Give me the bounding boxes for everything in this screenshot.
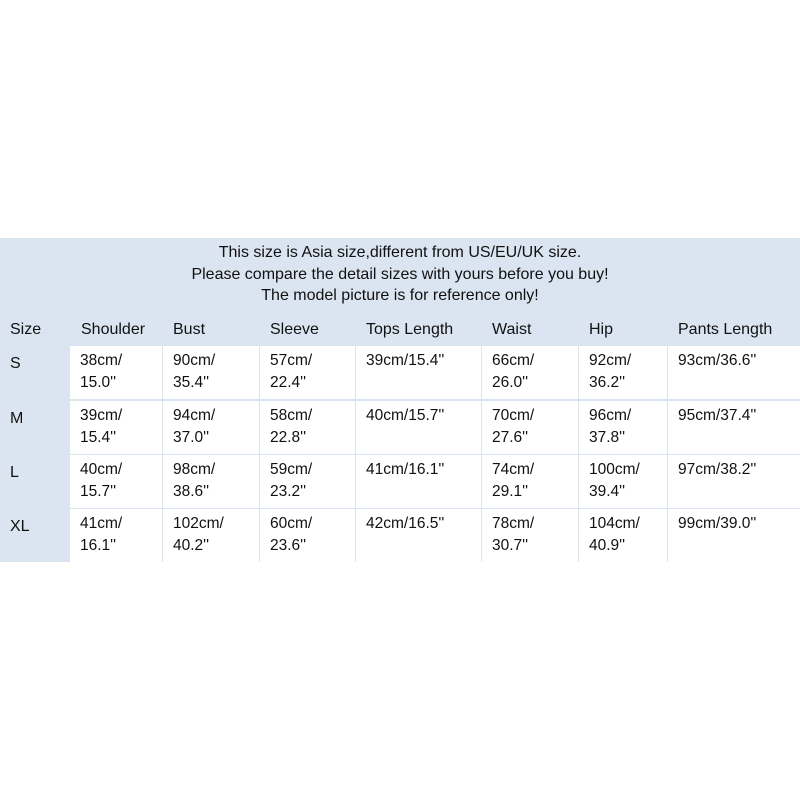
- column-header-size: Size: [10, 321, 42, 338]
- notice-line-asia-size: This size is Asia size,different from US/EU/UK size.: [218, 244, 582, 261]
- cell-line: 40.2'': [173, 536, 210, 554]
- cell-m-sleeve: [260, 401, 355, 454]
- cell-line: 70cm/: [492, 407, 535, 424]
- cell-xl-pants-length: [668, 509, 800, 562]
- cell-line: 38.6'': [173, 482, 210, 500]
- cell-l-hip: [579, 455, 667, 508]
- column-header-waist: Waist: [492, 321, 532, 338]
- cell-l-waist: [482, 455, 578, 508]
- cell-xl-hip: [579, 509, 667, 562]
- cell-s-hip: [579, 346, 667, 399]
- cell-line: 39.4'': [589, 482, 626, 500]
- cell-line: 40.9'': [589, 536, 626, 554]
- cell-line: 30.7'': [492, 536, 529, 554]
- cell-xl-sleeve: [260, 509, 355, 562]
- cell-line: 36.2'': [589, 373, 626, 391]
- cell-line: 102cm/: [173, 515, 224, 532]
- column-header-pants-length: Pants Length: [678, 321, 773, 338]
- cell-line: 93cm/36.6'': [678, 352, 757, 369]
- cell-line: 66cm/: [492, 352, 535, 369]
- cell-line: 29.1'': [492, 482, 529, 500]
- cell-l-tops-length: [356, 455, 481, 508]
- cell-line: 35.4'': [173, 373, 210, 391]
- cell-xl-waist: [482, 509, 578, 562]
- cell-line: 23.2'': [270, 482, 307, 500]
- cell-s-shoulder: [70, 346, 162, 399]
- cell-xl-bust: [163, 509, 259, 562]
- cell-s-bust: [163, 346, 259, 399]
- notice-line-reference: The model picture is for reference only!: [261, 287, 539, 304]
- cell-m-hip: [579, 401, 667, 454]
- notice-line-compare: Please compare the detail sizes with yours before you buy!: [191, 265, 609, 283]
- cell-line: 90cm/: [173, 352, 216, 369]
- cell-l-sleeve: [260, 455, 355, 508]
- cell-line: 60cm/: [270, 515, 313, 532]
- size-label-l: L: [10, 464, 19, 481]
- cell-line: 23.6'': [270, 536, 307, 554]
- column-header-hip: Hip: [589, 321, 614, 338]
- cell-line: 15.4'': [80, 428, 117, 446]
- cell-line: 15.7'': [80, 482, 117, 500]
- size-label-m: M: [10, 410, 24, 427]
- cell-line: 39cm/: [80, 407, 123, 424]
- cell-l-pants-length: [668, 455, 800, 508]
- cell-m-bust: [163, 401, 259, 454]
- size-label-xl: XL: [10, 518, 30, 535]
- cell-xl-shoulder: [70, 509, 162, 562]
- cell-m-tops-length: [356, 401, 481, 454]
- cell-line: 39cm/15.4'': [366, 352, 445, 369]
- column-header-tops-length: Tops Length: [366, 321, 454, 338]
- cell-line: 41cm/16.1'': [366, 461, 445, 478]
- cell-line: 37.8'': [589, 428, 626, 446]
- cell-line: 41cm/: [80, 515, 123, 532]
- column-header-shoulder: Shoulder: [81, 321, 146, 338]
- cell-line: 37.0'': [173, 428, 210, 446]
- cell-l-bust: [163, 455, 259, 508]
- cell-line: 22.4'': [270, 373, 307, 391]
- column-header-bust: Bust: [173, 321, 206, 338]
- cell-line: 96cm/: [589, 407, 632, 424]
- cell-m-pants-length: [668, 401, 800, 454]
- cell-line: 26.0'': [492, 373, 529, 391]
- cell-line: 95cm/37.4'': [678, 407, 757, 424]
- cell-m-shoulder: [70, 401, 162, 454]
- cell-s-pants-length: [668, 346, 800, 399]
- size-notice: [0, 242, 800, 307]
- cell-s-waist: [482, 346, 578, 399]
- cell-line: 74cm/: [492, 461, 535, 478]
- cell-line: 40cm/15.7'': [366, 407, 445, 424]
- cell-line: 57cm/: [270, 352, 313, 369]
- cell-line: 40cm/: [80, 461, 123, 478]
- cell-line: 92cm/: [589, 352, 632, 369]
- cell-line: 15.0'': [80, 373, 117, 391]
- cell-line: 97cm/38.2'': [678, 461, 757, 478]
- cell-line: 38cm/: [80, 352, 123, 369]
- cell-line: 59cm/: [270, 461, 313, 478]
- cell-line: 42cm/16.5'': [366, 515, 445, 532]
- cell-line: 104cm/: [589, 515, 640, 532]
- cell-line: 78cm/: [492, 515, 535, 532]
- column-header-sleeve: Sleeve: [270, 321, 319, 338]
- cell-s-tops-length: [356, 346, 481, 399]
- cell-line: 22.8'': [270, 428, 307, 446]
- cell-l-shoulder: [70, 455, 162, 508]
- cell-s-sleeve: [260, 346, 355, 399]
- cell-line: 99cm/39.0'': [678, 515, 757, 532]
- size-label-s: S: [10, 355, 21, 372]
- cell-line: 16.1'': [80, 536, 117, 554]
- cell-line: 27.6'': [492, 428, 529, 446]
- size-chart: [0, 238, 800, 562]
- cell-line: 98cm/: [173, 461, 216, 478]
- cell-xl-tops-length: [356, 509, 481, 562]
- cell-line: 58cm/: [270, 407, 313, 424]
- cell-line: 94cm/: [173, 407, 216, 424]
- cell-m-waist: [482, 401, 578, 454]
- cell-line: 100cm/: [589, 461, 640, 478]
